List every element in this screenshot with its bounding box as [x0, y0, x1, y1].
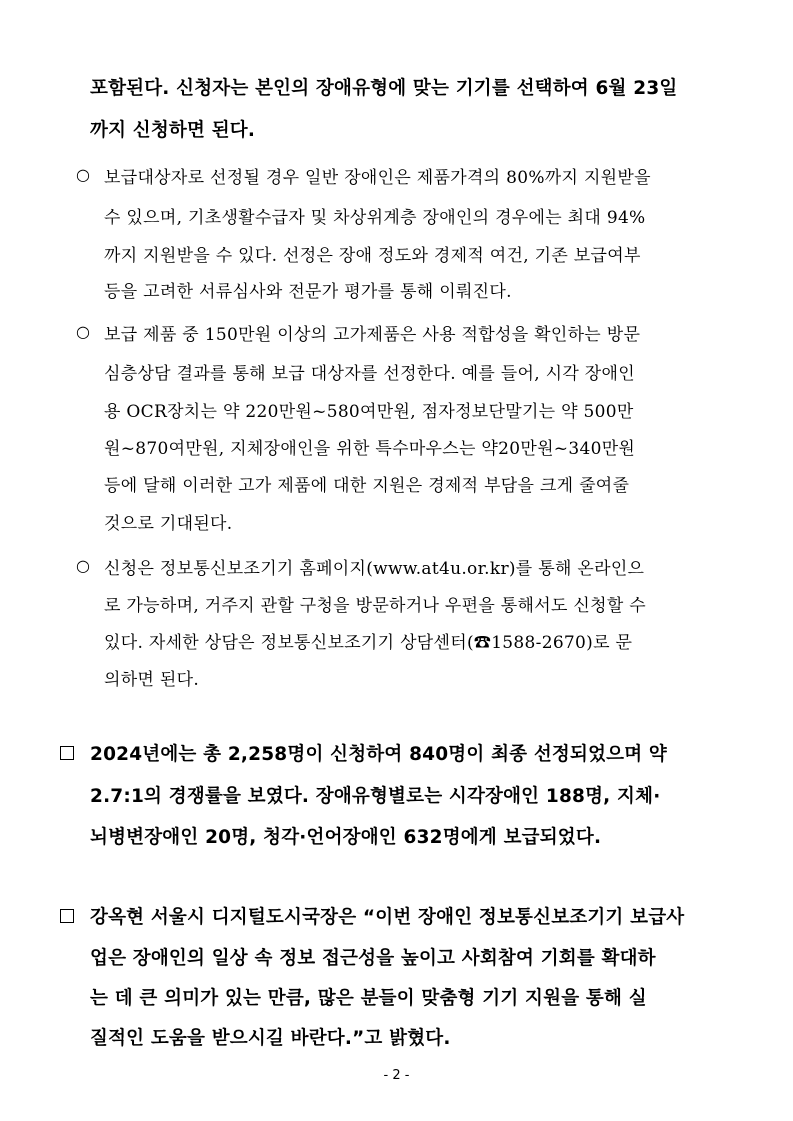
bullet-line: 등에 달해 이러한 고가 제품에 대한 지원은 경제적 부담을 크게 줄여줄 — [104, 476, 630, 496]
section-line: 뇌병변장애인 20명, 청각·언어장애인 632명에게 보급되었다. — [90, 827, 602, 848]
bullet-line: 까지 지원받을 수 있다. 선정은 장애 정도와 경제적 여건, 기존 보급여부 — [104, 246, 641, 266]
bullet-line: 의하면 된다. — [104, 670, 200, 690]
section-line: 강옥현 서울시 디지털도시국장은 “이번 장애인 정보통신보조기기 보급사 — [90, 907, 685, 928]
section-line: 2024년에는 총 2,258명이 신청하여 840명이 최종 선정되었으며 약 — [90, 744, 668, 765]
bullet-line: 원~870여만원, 지체장애인을 위한 특수마우스는 약20만원~340만원 — [104, 439, 636, 459]
page-number: - 2 - — [383, 1068, 410, 1083]
bullet-line: 로 가능하며, 거주지 관할 구청을 방문하거나 우편을 통해서도 신청할 수 — [104, 596, 646, 616]
circle-bullet-icon: ○ — [76, 322, 90, 341]
paragraph-line: 포함된다. 신청자는 본인의 장애유형에 맞는 기기를 선택하여 6월 23일 — [90, 78, 678, 99]
bullet-line: 것으로 기대된다. — [104, 514, 233, 534]
bullet-line: 심층상담 결과를 통해 보급 대상자를 선정한다. 예를 들어, 시각 장애인 — [104, 364, 635, 384]
bullet-line: 보급대상자로 선정될 경우 일반 장애인은 제품가격의 80%까지 지원받을 — [104, 168, 651, 188]
section-line: 는 데 큰 의미가 있는 만큼, 많은 분들이 맞춤형 기기 지원을 통해 실 — [90, 988, 647, 1009]
square-bullet-icon — [60, 909, 74, 923]
bullet-line: 신청은 정보통신보조기기 홈페이지(www.at4u.or.kr)를 통해 온라인으 — [104, 559, 645, 579]
bullet-line: 보급 제품 중 150만원 이상의 고가제품은 사용 적합성을 확인하는 방문 — [104, 325, 641, 345]
section-line: 업은 장애인의 일상 속 정보 접근성을 높이고 사회참여 기회를 확대하 — [90, 948, 656, 969]
bullet-line: 용 OCR장치는 약 220만원~580여만원, 점자정보단말기는 약 500만 — [104, 402, 634, 422]
section-line: 질적인 도움을 받으시길 바란다.”고 밝혔다. — [90, 1028, 451, 1049]
circle-bullet-icon: ○ — [76, 165, 90, 184]
square-bullet-icon — [60, 746, 74, 760]
circle-bullet-icon: ○ — [76, 556, 90, 575]
section-line: 2.7:1의 경쟁률을 보였다. 장애유형별로는 시각장애인 188명, 지체· — [90, 786, 661, 807]
paragraph-line: 까지 신청하면 된다. — [90, 120, 256, 141]
bullet-line: 수 있으며, 기초생활수급자 및 차상위계층 장애인의 경우에는 최대 94% — [104, 208, 646, 228]
bullet-line: 등을 고려한 서류심사와 전문가 평가를 통해 이뤄진다. — [104, 282, 512, 302]
bullet-line: 있다. 자세한 상담은 정보통신보조기기 상담센터(☎1588-2670)로 문 — [104, 633, 633, 653]
